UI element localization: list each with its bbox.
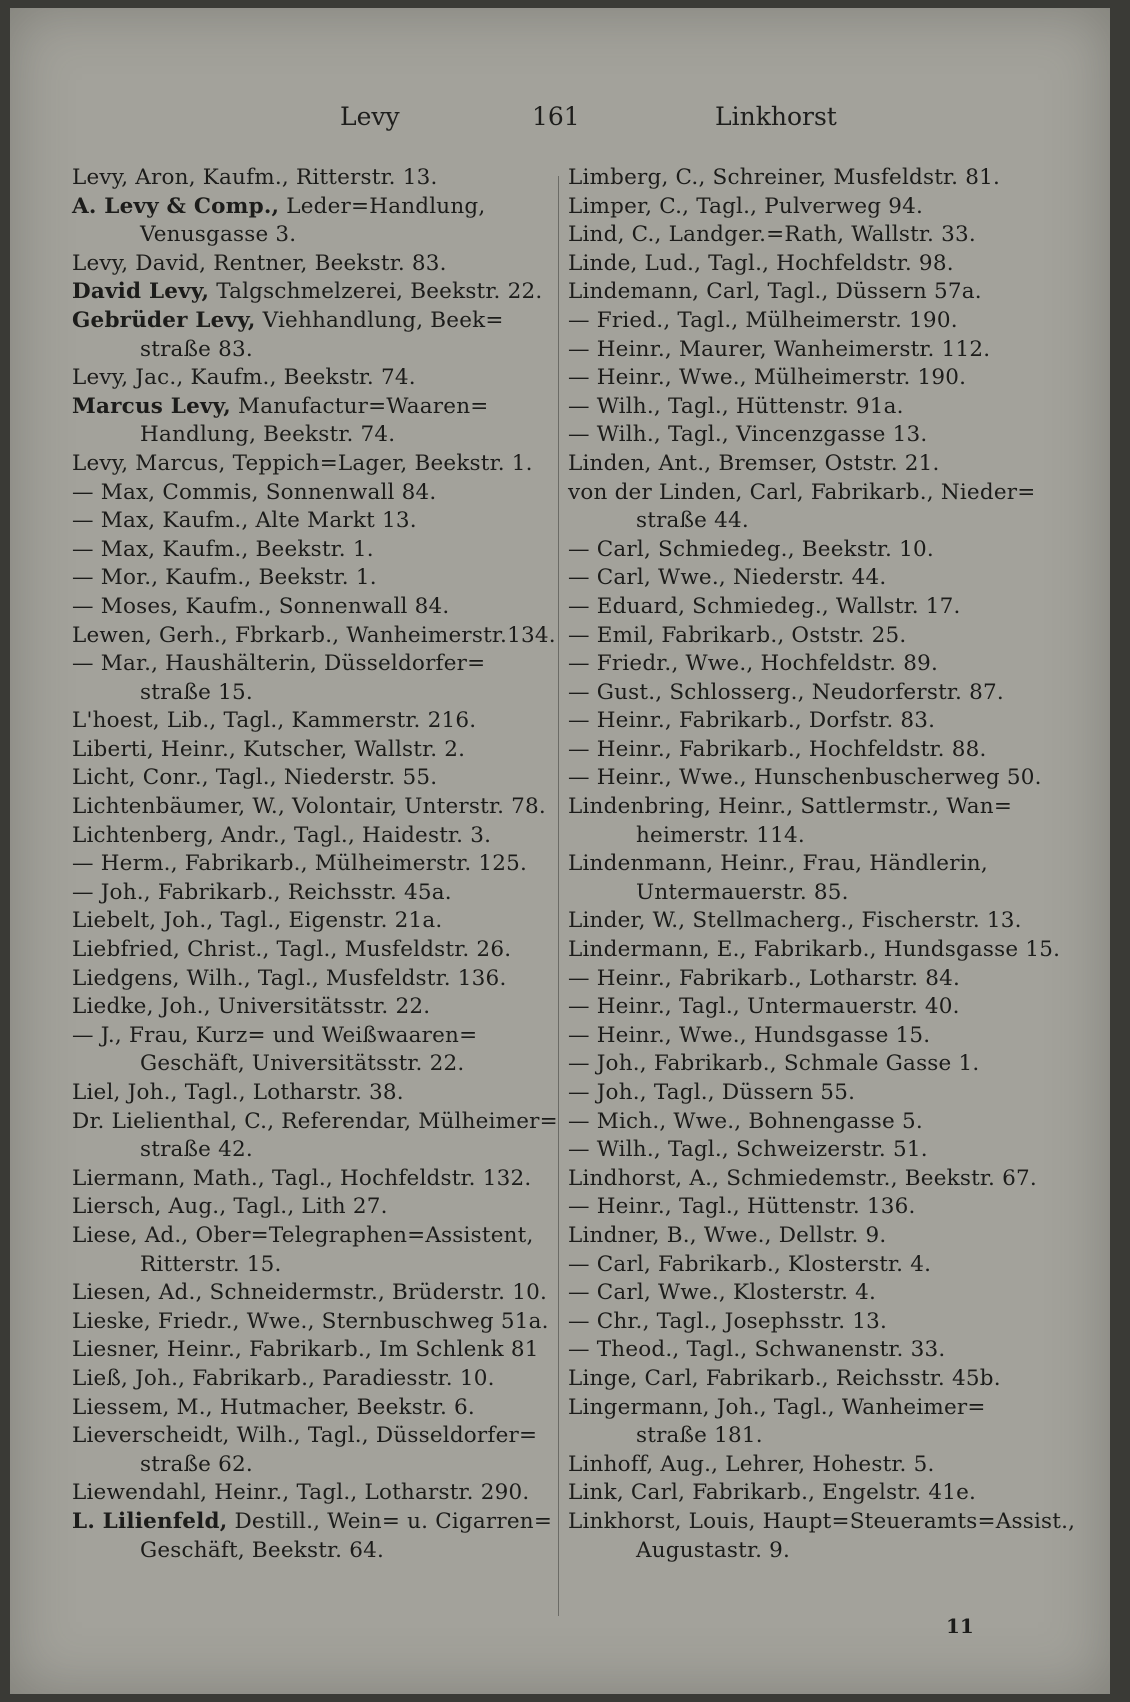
entry-text: Lieverscheidt, Wilh., Tagl., Düsseldorfer= — [72, 1423, 538, 1449]
entry-text: — Mich., Wwe., Bohnengasse 5. — [568, 1108, 923, 1134]
entry-text: Linhoff, Aug., Lehrer, Hohestr. 5. — [568, 1451, 935, 1477]
directory-entry — [568, 707, 1048, 736]
directory-entry — [72, 1508, 553, 1565]
entry-text: Destill., Wein= u. Cigarren= — [227, 1508, 553, 1534]
directory-entry — [568, 421, 1048, 450]
entry-text: Lindhorst, A., Schmiedemstr., Beekstr. 67. — [568, 1165, 1037, 1191]
directory-entry — [568, 650, 1048, 679]
entry-text: — Mor., Kaufm., Beekstr. 1. — [72, 565, 377, 591]
entry-text: Ließ, Joh., Fabrikarb., Paradiesstr. 10. — [72, 1365, 495, 1391]
directory-entry — [72, 822, 542, 851]
directory-entry — [568, 1394, 1048, 1451]
entry-text: Limberg, C., Schreiner, Musfeldstr. 81. — [568, 165, 1001, 190]
directory-entry — [72, 1479, 542, 1508]
directory-entry — [72, 707, 542, 736]
directory-entry — [568, 307, 1048, 336]
directory-entry — [72, 1336, 542, 1365]
directory-entry — [72, 1365, 542, 1394]
directory-entry — [72, 307, 542, 364]
entry-text: Linde, Lud., Tagl., Hochfeldstr. 98. — [568, 250, 954, 276]
directory-entry — [568, 250, 1048, 279]
directory-entry — [72, 736, 542, 765]
entry-text: — Carl, Schmiedeg., Beekstr. 10. — [568, 536, 934, 562]
directory-entry — [72, 164, 542, 193]
entry-text: Linkhorst, Louis, Haupt=Steueramts=Assist., — [568, 1508, 1076, 1534]
entry-text: Liedke, Joh., Universitätsstr. 22. — [72, 994, 431, 1020]
entry-text: — Heinr., Tagl., Untermauerstr. 40. — [568, 994, 960, 1020]
directory-entry — [568, 1251, 1048, 1280]
entry-text: — Emil, Fabrikarb., Oststr. 25. — [568, 622, 907, 648]
directory-entry — [568, 1279, 1048, 1308]
directory-entry — [72, 1022, 542, 1079]
entry-text: — Max, Kaufm., Beekstr. 1. — [72, 536, 374, 562]
directory-entry — [72, 193, 542, 250]
directory-entry — [568, 965, 1048, 994]
directory-entry — [568, 907, 1048, 936]
entry-text: Liel, Joh., Tagl., Lotharstr. 38. — [72, 1080, 404, 1105]
directory-entry — [72, 250, 542, 279]
directory-entry — [568, 1451, 1048, 1480]
directory-entry — [72, 479, 542, 508]
entry-text: Levy, David, Rentner, Beekstr. 83. — [72, 250, 447, 276]
entry-text: Ritterstr. 15. — [140, 1251, 282, 1277]
directory-entry — [72, 1222, 542, 1279]
directory-entry — [568, 393, 1048, 422]
directory-entry — [568, 1165, 1048, 1194]
entry-text: — Heinr., Wwe., Hunschenbuscherweg 50. — [568, 765, 1042, 791]
page-header — [10, 102, 1110, 134]
entry-text: Lichtenbäumer, W., Volontair, Unterstr. 78. — [72, 794, 546, 820]
entry-text: Lindenbring, Heinr., Sattlermstr., Wan= — [568, 794, 1013, 820]
entry-text: Manufactur=Waaren= — [230, 393, 489, 419]
entry-text: straße 181. — [636, 1423, 763, 1449]
entry-text: — Moses, Kaufm., Sonnenwall 84. — [72, 593, 450, 619]
entry-firm-name: A. Levy & Comp., — [72, 193, 280, 219]
directory-entry — [568, 936, 1061, 965]
directory-entry — [568, 1108, 1048, 1137]
directory-entry — [568, 1136, 1048, 1165]
entry-firm-name: Gebrüder Levy, — [72, 307, 256, 333]
entry-text: Geschäft, Universitätsstr. 22. — [140, 1051, 465, 1077]
directory-entry — [568, 479, 1048, 536]
entry-text: Linden, Ant., Bremser, Oststr. 21. — [568, 450, 940, 476]
directory-entry — [72, 593, 542, 622]
entry-text: Liebfried, Christ., Tagl., Musfeldstr. 26. — [72, 937, 512, 963]
entry-text: — Heinr., Wwe., Hundsgasse 15. — [568, 1022, 931, 1048]
entry-text: straße 15. — [140, 679, 253, 705]
entry-text: — Heinr., Maurer, Wanheimerstr. 112. — [568, 336, 991, 362]
entry-text: Liersch, Aug., Tagl., Lith 27. — [72, 1194, 388, 1220]
directory-entry — [72, 1394, 542, 1423]
entry-text: Lindenmann, Heinr., Frau, Händlerin, — [568, 851, 988, 877]
entry-text: — Heinr., Tagl., Hüttenstr. 136. — [568, 1194, 916, 1220]
entry-text: Liebelt, Joh., Tagl., Eigenstr. 21a. — [72, 908, 443, 934]
entry-text: straße 42. — [140, 1137, 253, 1163]
directory-entry — [568, 1336, 1048, 1365]
entry-text: Lindner, B., Wwe., Dellstr. 9. — [568, 1222, 887, 1248]
entry-text: — Theod., Tagl., Schwanenstr. 33. — [568, 1337, 946, 1363]
entry-text: Link, Carl, Fabrikarb., Engelstr. 41e. — [568, 1480, 977, 1506]
entry-text: — Friedr., Wwe., Hochfeldstr. 89. — [568, 651, 938, 677]
entry-text: straße 83. — [140, 336, 253, 362]
entry-text: Untermauerstr. 85. — [636, 879, 849, 905]
header-left-keyword: Levy — [340, 102, 400, 131]
entry-text: heimerstr. 114. — [636, 822, 805, 848]
entry-text: straße 62. — [140, 1451, 253, 1477]
entry-text: — Wilh., Tagl., Schweizerstr. 51. — [568, 1137, 928, 1163]
directory-entry — [568, 564, 1048, 593]
entry-text: Liermann, Math., Tagl., Hochfeldstr. 132. — [72, 1165, 532, 1191]
directory-entry — [568, 736, 1048, 765]
entry-text: — Fried., Tagl., Mülheimerstr. 190. — [568, 307, 958, 333]
entry-text: — J., Frau, Kurz= und Weißwaaren= — [72, 1022, 478, 1048]
directory-entry — [568, 536, 1048, 565]
entry-text: Lewen, Gerh., Fbrkarb., Wanheimerstr.134. — [72, 622, 556, 648]
directory-entry — [72, 564, 542, 593]
entry-text: Levy, Jac., Kaufm., Beekstr. 74. — [72, 365, 416, 391]
directory-entry — [568, 450, 1048, 479]
directory-entry — [72, 278, 542, 307]
directory-entry — [72, 879, 542, 908]
entry-text: Talgschmelzerei, Beekstr. 22. — [209, 279, 543, 305]
entry-text: Handlung, Beekstr. 74. — [140, 422, 396, 448]
header-right-keyword: Linkhorst — [715, 102, 837, 131]
directory-entry — [568, 221, 1048, 250]
directory-entry — [72, 1108, 558, 1165]
directory-entry — [568, 1308, 1048, 1337]
entry-text: Geschäft, Beekstr. 64. — [140, 1537, 385, 1563]
directory-entry — [72, 993, 542, 1022]
entry-text: — Eduard, Schmiedeg., Wallstr. 17. — [568, 593, 961, 619]
entry-text: Dr. Lielienthal, C., Referendar, Mülheimer= — [72, 1108, 558, 1134]
entry-text: — Carl, Wwe., Niederstr. 44. — [568, 565, 887, 591]
entry-text: — Max, Kaufm., Alte Markt 13. — [72, 508, 417, 534]
sheet-signature: 11 — [946, 1614, 974, 1638]
directory-entry — [568, 336, 1048, 365]
directory-entry — [72, 536, 542, 565]
directory-entry — [72, 393, 542, 450]
directory-entry — [568, 164, 1048, 193]
entry-text: Liessem, M., Hutmacher, Beekstr. 6. — [72, 1394, 475, 1420]
entry-text: Liesen, Ad., Schneidermstr., Brüderstr. 10. — [72, 1280, 547, 1306]
entry-text: Lingermann, Joh., Tagl., Wanheimer= — [568, 1394, 986, 1420]
directory-entry — [568, 993, 1048, 1022]
directory-entry — [568, 1508, 1076, 1565]
entry-text: Lindemann, Carl, Tagl., Düssern 57a. — [568, 279, 982, 305]
entry-text: Lindermann, E., Fabrikarb., Hundsgasse 15. — [568, 937, 1061, 963]
entry-firm-name: L. Lilienfeld, — [72, 1508, 228, 1534]
entry-text: Leder=Handlung, — [279, 193, 486, 219]
directory-entry — [72, 650, 542, 707]
entry-text: Levy, Marcus, Teppich=Lager, Beekstr. 1. — [72, 450, 533, 476]
directory-entry — [72, 364, 542, 393]
entry-text: von der Linden, Carl, Fabrikarb., Nieder= — [568, 479, 1036, 505]
directory-entry — [72, 1193, 542, 1222]
entry-text: Venusgasse 3. — [140, 222, 297, 248]
directory-entry — [72, 907, 542, 936]
directory-entry — [568, 764, 1048, 793]
directory-entry — [568, 1079, 1048, 1108]
directory-entry — [568, 1222, 1048, 1251]
entry-text: — Wilh., Tagl., Hüttenstr. 91a. — [568, 393, 904, 419]
entry-text: — Joh., Fabrikarb., Reichsstr. 45a. — [72, 879, 452, 905]
directory-entry — [72, 1165, 542, 1194]
entry-text: Liewendahl, Heinr., Tagl., Lotharstr. 290. — [72, 1480, 530, 1506]
directory-entry — [568, 364, 1048, 393]
directory-entry — [568, 1479, 1048, 1508]
entry-text: Linder, W., Stellmacherg., Fischerstr. 13. — [568, 908, 1022, 934]
directory-entry — [72, 1279, 547, 1308]
directory-entry — [568, 1050, 1048, 1079]
entry-text: — Herm., Fabrikarb., Mülheimerstr. 125. — [72, 851, 528, 877]
right-column — [568, 164, 1076, 1565]
directory-entry — [568, 193, 1048, 222]
entry-text: Licht, Conr., Tagl., Niederstr. 55. — [72, 765, 438, 791]
column-divider — [558, 176, 559, 1616]
directory-entry — [72, 622, 556, 651]
page-number: 161 — [532, 102, 580, 131]
directory-entry — [72, 764, 542, 793]
entry-text: — Carl, Wwe., Klosterstr. 4. — [568, 1280, 877, 1306]
directory-page — [10, 8, 1110, 1694]
entry-text: Liesner, Heinr., Fabrikarb., Im Schlenk 81 — [72, 1337, 539, 1363]
entry-text: — Joh., Tagl., Düssern 55. — [568, 1080, 856, 1105]
entry-text: — Wilh., Tagl., Vincenzgasse 13. — [568, 422, 928, 448]
directory-entry — [72, 507, 542, 536]
entry-text: — Heinr., Wwe., Mülheimerstr. 190. — [568, 365, 967, 391]
entry-text: Limper, C., Tagl., Pulverweg 94. — [568, 193, 924, 219]
entry-text: — Chr., Tagl., Josephsstr. 13. — [568, 1308, 888, 1334]
entry-text: — Heinr., Fabrikarb., Dorfstr. 83. — [568, 708, 936, 734]
entry-text: — Heinr., Fabrikarb., Lotharstr. 84. — [568, 965, 960, 991]
directory-entry — [568, 850, 1048, 907]
entry-text: — Heinr., Fabrikarb., Hochfeldstr. 88. — [568, 736, 987, 762]
entry-text: straße 44. — [636, 508, 749, 534]
entry-text: L'hoest, Lib., Tagl., Kammerstr. 216. — [72, 708, 477, 734]
directory-entry — [568, 593, 1048, 622]
entry-text: — Mar., Haushälterin, Düsseldorfer= — [72, 651, 486, 677]
directory-entry — [568, 278, 1048, 307]
directory-entry — [568, 1365, 1048, 1394]
entry-firm-name: David Levy, — [72, 279, 210, 305]
entry-text: Liberti, Heinr., Kutscher, Wallstr. 2. — [72, 736, 466, 762]
directory-entry — [72, 450, 542, 479]
directory-entry — [568, 622, 1048, 651]
entry-text: Lichtenberg, Andr., Tagl., Haidestr. 3. — [72, 822, 492, 848]
directory-entry — [568, 1193, 1048, 1222]
entry-text: Viehhandlung, Beek= — [255, 307, 504, 333]
directory-entry — [72, 1308, 549, 1337]
directory-entry — [72, 850, 542, 879]
entry-text: Linge, Carl, Fabrikarb., Reichsstr. 45b. — [568, 1365, 1001, 1391]
entry-text: Lieske, Friedr., Wwe., Sternbuschweg 51a. — [72, 1308, 549, 1334]
directory-entry — [72, 1079, 542, 1108]
entry-firm-name: Marcus Levy, — [72, 393, 231, 419]
entry-text: Liedgens, Wilh., Tagl., Musfeldstr. 136. — [72, 965, 507, 991]
directory-entry — [568, 793, 1048, 850]
entry-text: — Carl, Fabrikarb., Klosterstr. 4. — [568, 1251, 932, 1277]
entry-text: — Gust., Schlosserg., Neudorferstr. 87. — [568, 679, 1004, 705]
directory-entry — [72, 936, 542, 965]
entry-text: — Joh., Fabrikarb., Schmale Gasse 1. — [568, 1051, 980, 1077]
directory-entry — [72, 965, 542, 994]
entry-text: Lind, C., Landger.=Rath, Wallstr. 33. — [568, 222, 976, 248]
directory-entry — [568, 679, 1048, 708]
entry-text: Levy, Aron, Kaufm., Ritterstr. 13. — [72, 165, 438, 190]
directory-entry — [72, 793, 546, 822]
entry-text: Liese, Ad., Ober=Telegraphen=Assistent, — [72, 1222, 534, 1248]
entry-text: Augustastr. 9. — [636, 1537, 791, 1563]
directory-entry — [72, 1422, 542, 1479]
entry-text: — Max, Commis, Sonnenwall 84. — [72, 479, 437, 505]
directory-entry — [568, 1022, 1048, 1051]
left-column — [72, 164, 558, 1565]
